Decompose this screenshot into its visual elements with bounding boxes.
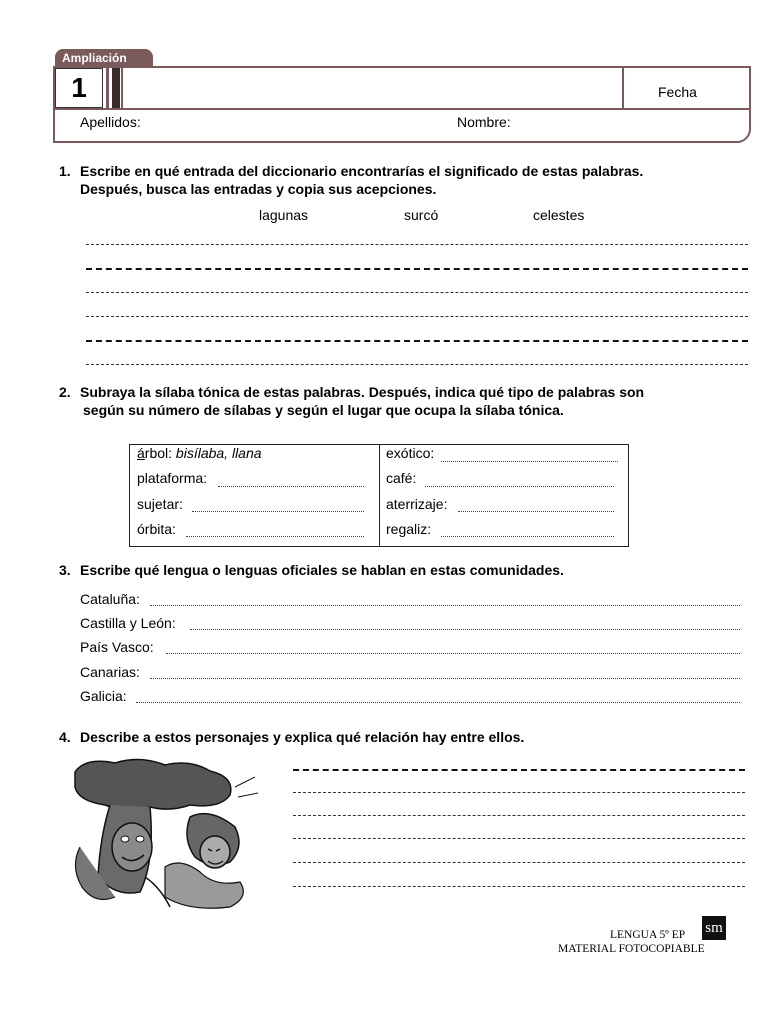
answer-line[interactable] xyxy=(293,792,745,793)
cell-word: órbita: xyxy=(137,521,176,537)
question-text: Escribe qué lengua o lenguas oficiales se hablan en estas comunidades. xyxy=(80,562,564,578)
question-number: 3. xyxy=(59,562,71,578)
word-arbol-rest: rbol: xyxy=(144,445,173,461)
answer-line[interactable] xyxy=(86,292,748,293)
syllable-table xyxy=(129,444,629,547)
table-cell-left xyxy=(137,470,207,486)
apellidos-label: Apellidos: xyxy=(80,114,141,130)
table-cell-left xyxy=(137,496,183,512)
answer-line[interactable] xyxy=(441,536,614,537)
answer-line[interactable] xyxy=(86,244,748,245)
question-text: Escribe en qué entrada del diccionario encontrarías el significado de estas palabras. xyxy=(80,163,644,179)
answer-line[interactable] xyxy=(425,486,614,487)
question-3 xyxy=(59,561,759,579)
answer-line[interactable] xyxy=(86,316,748,317)
question-4 xyxy=(59,728,759,746)
table-divider xyxy=(379,445,380,546)
community-label: Castilla y León: xyxy=(80,615,176,631)
cell-word: aterrizaje: xyxy=(386,496,448,512)
question-number: 4. xyxy=(59,729,71,745)
sm-logo: sm xyxy=(702,916,726,940)
answer-line[interactable] xyxy=(458,511,614,512)
answer-line[interactable] xyxy=(192,511,364,512)
cell-word: sujetar: xyxy=(137,496,183,512)
answer-line[interactable] xyxy=(150,678,740,679)
answer-line[interactable] xyxy=(293,886,745,887)
answer-line[interactable] xyxy=(86,268,748,270)
header-bar xyxy=(112,68,120,110)
footer-subject: LENGUA 5º EP xyxy=(610,929,686,941)
answer-line[interactable] xyxy=(86,340,748,342)
table-cell-right xyxy=(386,496,447,512)
answer-line[interactable] xyxy=(293,815,745,816)
answer-line[interactable] xyxy=(86,364,748,365)
example-answer: bisílaba, llana xyxy=(175,445,262,461)
cell-word: exótico: xyxy=(386,445,435,461)
community-label: Canarias: xyxy=(80,664,140,680)
header-box xyxy=(53,66,751,143)
question-number: 2. xyxy=(59,384,71,400)
cell-word: café: xyxy=(386,470,417,486)
question-text: Describe a estos personajes y explica qué relación hay entre ellos. xyxy=(80,729,525,745)
answer-line[interactable] xyxy=(166,653,740,654)
ampliacion-tab: Ampliación xyxy=(55,49,153,67)
answer-line[interactable] xyxy=(441,461,618,462)
community-label: País Vasco: xyxy=(80,639,154,655)
question-text: Subraya la sílaba tónica de estas palabras. Después, indica qué tipo de palabras son xyxy=(80,384,645,400)
table-cell-left xyxy=(137,445,262,461)
header-bar xyxy=(121,68,123,110)
cell-word: regaliz: xyxy=(386,521,432,537)
fecha-label: Fecha xyxy=(658,84,697,100)
question-text: según su número de sílabas y según el lugar que ocupa la sílaba tónica. xyxy=(83,402,564,418)
characters-illustration xyxy=(70,757,260,912)
question-1 xyxy=(59,162,759,198)
header-bar xyxy=(106,68,109,110)
answer-line[interactable] xyxy=(218,486,364,487)
answer-line[interactable] xyxy=(190,629,740,630)
answer-line[interactable] xyxy=(293,769,745,771)
table-cell-right xyxy=(386,521,431,537)
cell-word: plataforma: xyxy=(137,470,208,486)
answer-line[interactable] xyxy=(150,605,740,606)
underlined-syllable: á xyxy=(137,445,145,461)
unit-number: 1 xyxy=(55,68,103,108)
question-number: 1. xyxy=(59,163,71,179)
footer-material: MATERIAL FOTOCOPIABLE xyxy=(558,943,705,955)
answer-line[interactable] xyxy=(136,702,740,703)
word-celestes: celestes xyxy=(533,207,585,223)
question-2 xyxy=(59,383,759,419)
nombre-label: Nombre: xyxy=(457,114,511,130)
word-surco: surcó xyxy=(404,207,439,223)
community-label: Cataluña: xyxy=(80,591,140,607)
community-label: Galicia: xyxy=(80,688,127,704)
answer-line[interactable] xyxy=(186,536,364,537)
word-lagunas: lagunas xyxy=(259,207,309,223)
header-divider xyxy=(55,108,749,110)
question-text: Después, busca las entradas y copia sus acepciones. xyxy=(80,181,437,197)
header-divider xyxy=(622,68,624,109)
table-cell-right xyxy=(386,470,416,486)
answer-line[interactable] xyxy=(293,862,745,863)
answer-line[interactable] xyxy=(293,838,745,839)
table-cell-right xyxy=(386,445,434,461)
table-cell-left xyxy=(137,521,176,537)
